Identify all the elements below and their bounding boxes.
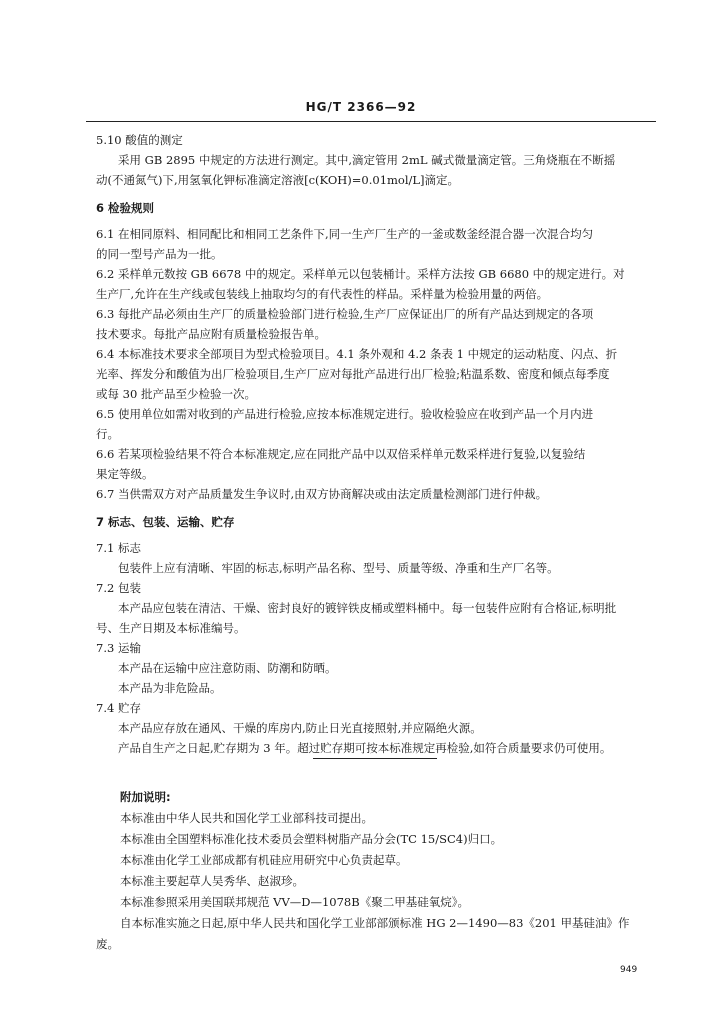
standard-number-header: HG/T 2366—92: [305, 100, 417, 114]
paragraph-line: 或每 30 批产品至少检验一次。: [96, 387, 256, 401]
paragraph-line: 号、生产日期及本标准编号。: [96, 621, 246, 635]
clause-6-7: 6.7 当供需双方对产品质量发生争议时,由双方协商解决或由法定质量检测部门进行仲裁。: [96, 487, 548, 501]
note-line: 本标准参照采用美国联邦规范 VV—D—1078B《聚二甲基硅氧烷》。: [120, 895, 469, 909]
section-6-heading: 6 检验规则: [96, 201, 155, 215]
paragraph-line: 本产品应存放在通风、干燥的库房内,防止日光直接照射,并应隔绝火源。: [118, 721, 482, 735]
note-line: 本标准主要起草人吴秀华、赵淑珍。: [120, 874, 304, 888]
paragraph-line: 光率、挥发分和酸值为出厂检验项目,生产厂应对每批产品进行出厂检验;粘温系数、密度和倾点每季度: [96, 367, 610, 381]
paragraph-line: 包装件上应有清晰、牢固的标志,标明产品名称、型号、质量等级、净重和生产厂名等。: [118, 561, 559, 575]
note-line: 废。: [96, 937, 119, 951]
additional-notes: [96, 787, 660, 955]
clause-6-3: 6.3 每批产品必须由生产厂的质量检验部门进行检验,生产厂应保证出厂的所有产品达到规定的各项: [96, 307, 594, 321]
paragraph-line: 的同一型号产品为一批。: [96, 247, 223, 261]
clause-7-1-heading: 7.1 标志: [96, 541, 141, 555]
paragraph-line: 产品自生产之日起,贮存期为 3 年。超过贮存期可按本标准规定再检验,如符合质量要求仍可使用。: [118, 741, 612, 755]
clause-6-5: 6.5 使用单位如需对收到的产品进行检验,应按本标准规定进行。验收检验应在收到产品一个月内进: [96, 407, 594, 421]
paragraph-line: 动(不通氮气)下,用氢氧化钾标准滴定溶液[c(KOH)=0.01mol/L]滴定。: [96, 173, 460, 187]
paragraph-line: 技术要求。每批产品应附有质量检验报告单。: [96, 327, 326, 341]
note-line: 本标准由中华人民共和国化学工业部科技司提出。: [120, 811, 373, 825]
paragraph-line: 采用 GB 2895 中规定的方法进行测定。其中,滴定管用 2mL 碱式微量滴定管。三角烧瓶在不断摇: [118, 153, 616, 167]
document-body: [96, 130, 656, 758]
clause-7-3-heading: 7.3 运输: [96, 641, 141, 655]
paragraph-line: 本产品为非危险品。: [118, 681, 222, 695]
clause-6-1: 6.1 在相同原料、相同配比和相同工艺条件下,同一生产厂生产的一釜或数釜经混合器一次混合均匀: [96, 227, 594, 241]
note-line: 本标准由全国塑料标准化技术委员会塑料树脂产品分会(TC 15/SC4)归口。: [120, 832, 503, 846]
end-of-text-rule: [313, 758, 437, 759]
notes-title: 附加说明:: [120, 790, 171, 804]
paragraph-line: 果定等级。: [96, 467, 154, 481]
page-number: 949: [620, 965, 638, 975]
note-line: 本标准由化学工业部成都有机硅应用研究中心负责起草。: [120, 853, 408, 867]
paragraph-line: 本产品应包装在清洁、干燥、密封良好的镀锌铁皮桶或塑料桶中。每一包装件应附有合格证,标明批: [118, 601, 617, 615]
paragraph-line: 生产厂,允许在生产线或包装线上抽取均匀的有代表性的样品。采样量为检验用量的两倍。: [96, 287, 549, 301]
section-7-heading: 7 标志、包装、运输、贮存: [96, 515, 235, 529]
clause-7-2-heading: 7.2 包装: [96, 581, 141, 595]
paragraph-line: 行。: [96, 427, 119, 441]
header-rule: [86, 121, 656, 122]
clause-6-6: 6.6 若某项检验结果不符合本标准规定,应在同批产品中以双倍采样单元数采样进行复验,以复验结: [96, 447, 586, 461]
clause-6-2: 6.2 采样单元数按 GB 6678 中的规定。采样单元以包装桶计。采样方法按 GB 6680 中的规定进行。对: [96, 267, 625, 281]
note-line: 自本标准实施之日起,原中华人民共和国化学工业部部颁标准 HG 2—1490—83《201 甲基硅油》作: [120, 916, 630, 930]
clause-6-4: 6.4 本标准技术要求全部项目为型式检验项目。4.1 条外观和 4.2 条表 1 中规定的运动粘度、闪点、折: [96, 347, 618, 361]
paragraph-line: 本产品在运输中应注意防雨、防潮和防晒。: [118, 661, 337, 675]
clause-7-4-heading: 7.4 贮存: [96, 701, 141, 715]
clause-5-10-heading: 5.10 酸值的测定: [96, 133, 183, 147]
